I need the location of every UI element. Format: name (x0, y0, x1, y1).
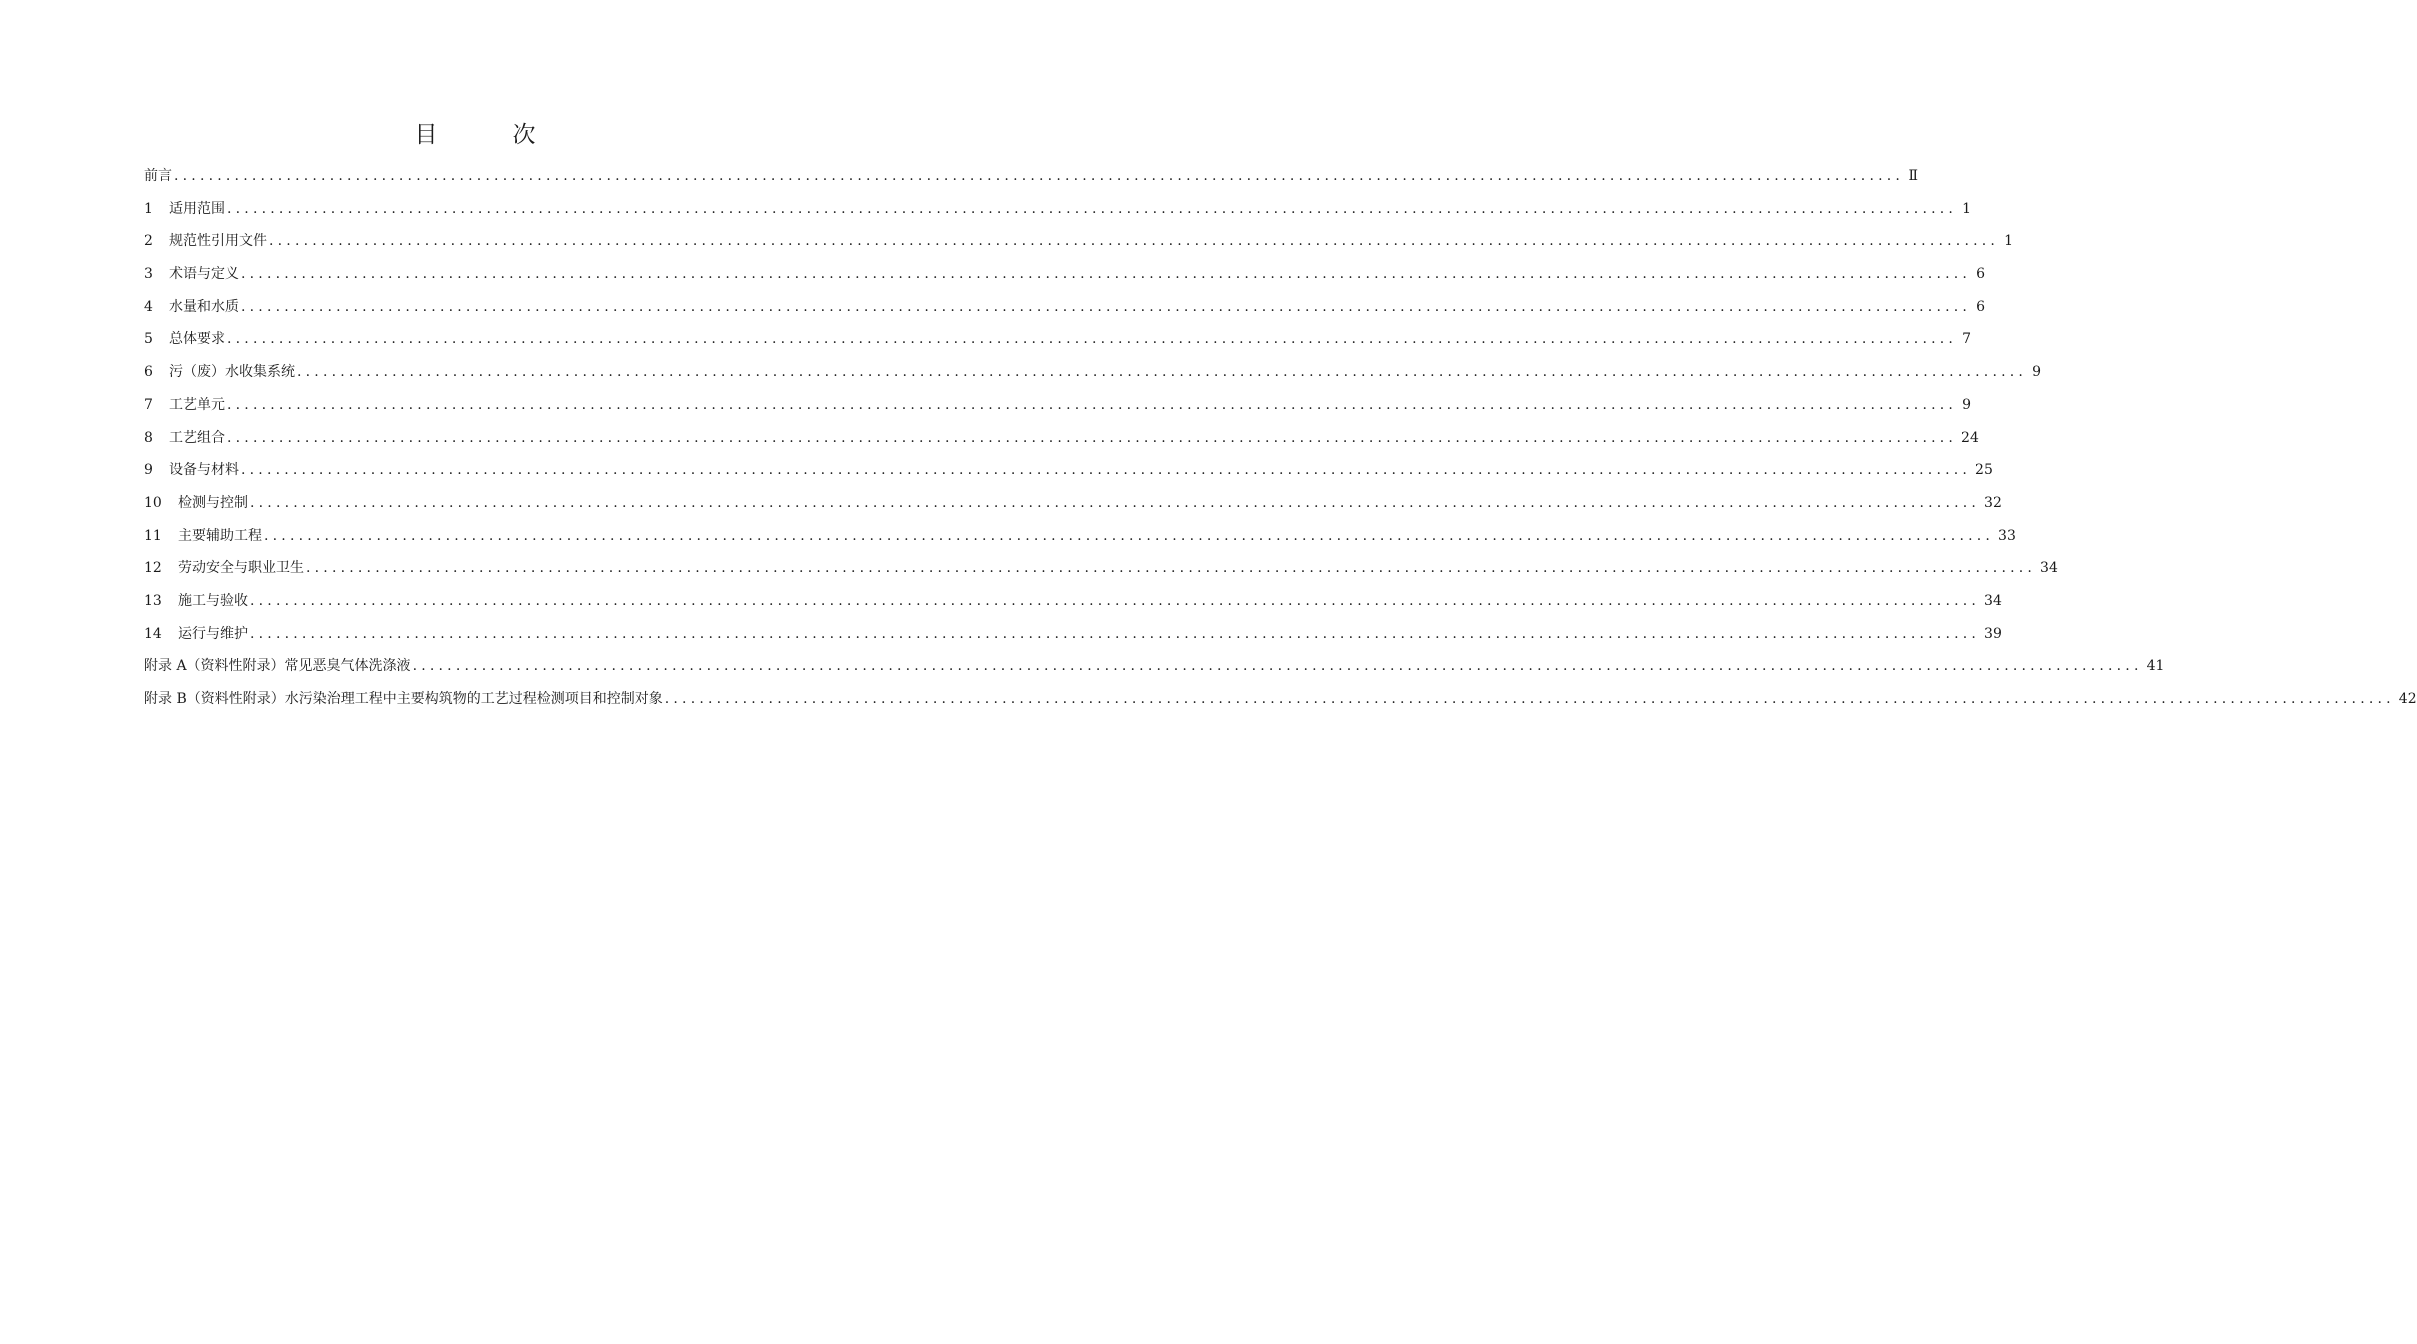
toc-entry-number: 9 (144, 462, 153, 479)
toc-leader-dots: ........................................................................................................................................................................................................ (269, 233, 2000, 250)
toc-entry-title: 运行与维护 (178, 625, 248, 642)
toc-entry-title: 工艺组合 (169, 429, 225, 446)
toc-leader-dots: ........................................................................................................................................................................................................ (664, 691, 2395, 707)
toc-entry[interactable] (144, 160, 1919, 193)
toc-entry[interactable] (144, 356, 2042, 389)
toc-entry[interactable] (144, 454, 1993, 487)
toc-entry-page: 41 (2146, 658, 2165, 675)
toc-entry-page: 32 (1984, 494, 2002, 511)
toc-entry-number: 7 (144, 396, 153, 413)
toc-leader-dots: ........................................................................................................................................................................................................ (227, 396, 1958, 413)
toc-leader-dots: ........................................................................................................................................................................................................ (297, 364, 2028, 381)
toc-entry[interactable] (144, 585, 2002, 618)
toc-entry-number: 2 (144, 233, 153, 250)
toc-entry-page: 9 (1962, 396, 1972, 413)
toc-entry-page: 9 (2032, 364, 2042, 381)
toc-leader-dots: ........................................................................................................................................................................................................ (241, 266, 1972, 283)
toc-title: 目 次 (414, 122, 562, 148)
toc-entry[interactable] (144, 193, 1972, 226)
toc-entry-title: 检测与控制 (178, 494, 248, 511)
toc-entry-page: 1 (1962, 200, 1972, 217)
toc-entry-number: 4 (144, 298, 153, 315)
toc-leader-dots: ........................................................................................................................................................................................................ (227, 331, 1958, 348)
toc-entry-title: 水量和水质 (169, 298, 239, 315)
toc-entry[interactable] (144, 618, 2002, 651)
toc-entry[interactable] (144, 225, 2014, 258)
toc-entry-title: 适用范围 (169, 200, 225, 217)
toc-leader-dots: ........................................................................................................................................................................................................ (174, 168, 1905, 184)
toc-leader-dots: ........................................................................................................................................................................................................ (241, 298, 1972, 315)
toc-list (144, 160, 2417, 716)
toc-entry-title: 设备与材料 (169, 462, 239, 479)
toc-leader-dots: ........................................................................................................................................................................................................ (264, 527, 1995, 544)
toc-entry-title: 工艺单元 (169, 396, 225, 413)
toc-leader-dots: ........................................................................................................................................................................................................ (306, 560, 2037, 577)
toc-entry-page: 39 (1984, 625, 2002, 642)
toc-entry-number: 8 (144, 429, 153, 446)
toc-leader-dots: ........................................................................................................................................................................................................ (227, 429, 1958, 446)
toc-entry-page: 42 (2398, 691, 2417, 707)
toc-leader-dots: ........................................................................................................................................................................................................ (412, 658, 2143, 675)
toc-entry[interactable] (144, 683, 2417, 716)
toc-entry-page: 25 (1975, 462, 1993, 479)
toc-entry-title: 术语与定义 (169, 266, 239, 283)
toc-leader-dots: ........................................................................................................................................................................................................ (241, 462, 1972, 479)
toc-entry[interactable] (144, 487, 2002, 520)
toc-entry-number: 1 (144, 200, 153, 217)
toc-entry-title: 污（废）水收集系统 (169, 364, 295, 381)
toc-entry-page: Ⅱ (1908, 168, 1919, 184)
toc-entry-page: 7 (1962, 331, 1972, 348)
toc-entry-page: 34 (2040, 560, 2058, 577)
toc-entry[interactable] (144, 552, 2058, 585)
toc-entry-title: 施工与验收 (178, 592, 248, 609)
toc-entry-number: 10 (144, 494, 162, 511)
toc-entry-title: 附录 A（资料性附录）常见恶臭气体洗涤液 (144, 658, 411, 675)
toc-entry-number: 6 (144, 364, 153, 381)
toc-entry-page: 34 (1984, 592, 2002, 609)
toc-entry-title: 主要辅助工程 (178, 527, 262, 544)
toc-entry[interactable] (144, 422, 1979, 455)
toc-entry-title: 总体要求 (169, 331, 225, 348)
toc-entry-title: 附录 B（资料性附录）水污染治理工程中主要构筑物的工艺过程检测项目和控制对象 (144, 691, 663, 707)
toc-entry-number: 5 (144, 331, 153, 348)
toc-leader-dots: ........................................................................................................................................................................................................ (250, 592, 1981, 609)
toc-entry-page: 33 (1998, 527, 2016, 544)
toc-entry[interactable] (144, 291, 1986, 324)
toc-entry-page: 1 (2004, 233, 2014, 250)
toc-entry[interactable] (144, 258, 1986, 291)
toc-entry-number: 14 (144, 625, 162, 642)
toc-entry[interactable] (144, 389, 1972, 422)
toc-entry[interactable] (144, 323, 1972, 356)
toc-entry-title: 规范性引用文件 (169, 233, 267, 250)
toc-leader-dots: ........................................................................................................................................................................................................ (250, 625, 1981, 642)
toc-entry[interactable] (144, 650, 2165, 683)
toc-entry[interactable] (144, 520, 2016, 553)
toc-entry-page: 6 (1976, 266, 1986, 283)
toc-entry-number: 11 (144, 527, 162, 544)
toc-entry-number: 13 (144, 592, 162, 609)
toc-entry-page: 24 (1961, 429, 1979, 446)
toc-leader-dots: ........................................................................................................................................................................................................ (250, 494, 1981, 511)
toc-entry-number: 12 (144, 560, 162, 577)
toc-entry-number: 3 (144, 266, 153, 283)
toc-entry-page: 6 (1976, 298, 1986, 315)
toc-entry-title: 前言 (144, 168, 172, 184)
toc-leader-dots: ........................................................................................................................................................................................................ (227, 200, 1958, 217)
toc-entry-title: 劳动安全与职业卫生 (178, 560, 304, 577)
